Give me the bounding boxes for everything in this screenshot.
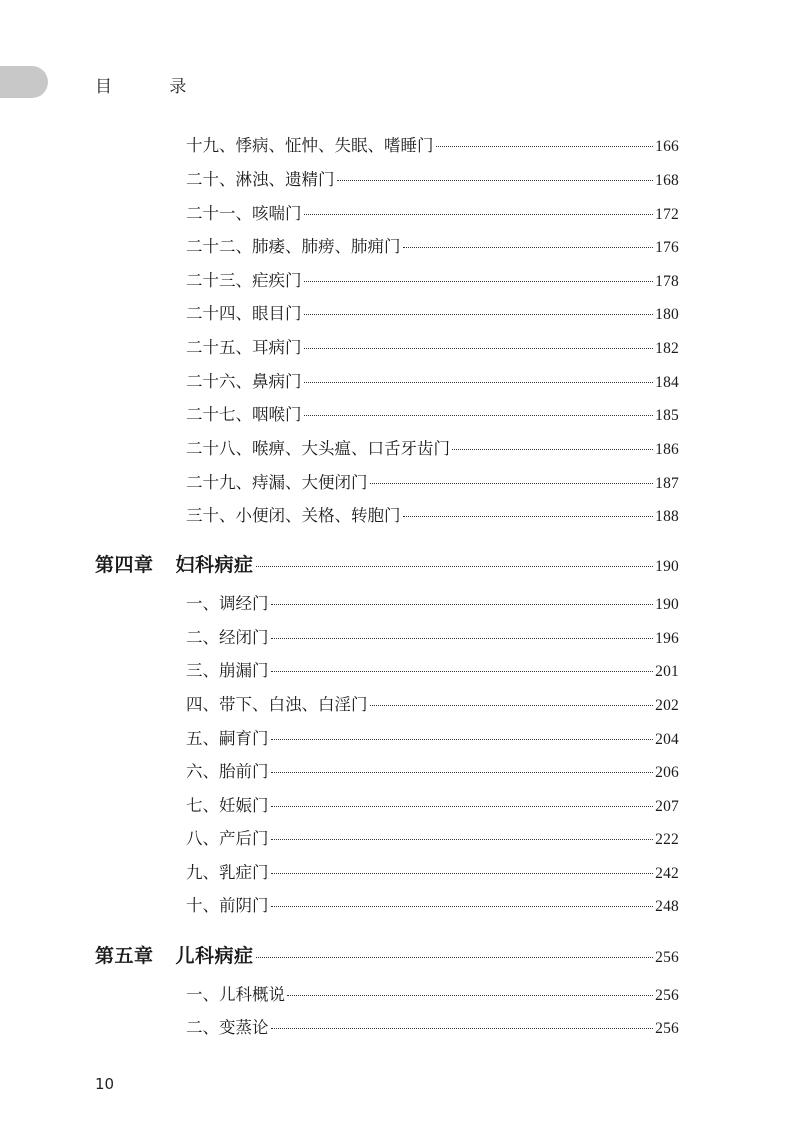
toc-entry-row[interactable] xyxy=(186,1014,679,1038)
toc-page-number: 190 xyxy=(655,558,679,575)
toc-page-number: 187 xyxy=(655,475,679,492)
toc-entry-row[interactable] xyxy=(186,200,679,224)
toc-entry-title: 九、乳症门 xyxy=(186,863,269,882)
toc-leader-dots xyxy=(304,281,654,282)
toc-entry-title: 三、崩漏门 xyxy=(186,661,269,680)
toc-leader-dots xyxy=(271,873,654,874)
toc-leader-dots xyxy=(256,957,654,958)
toc-entry-title: 二十四、眼目门 xyxy=(186,304,302,323)
toc-leader-dots xyxy=(271,839,654,840)
toc-page-number: 206 xyxy=(655,764,679,781)
toc-entry-title: 二十、淋浊、遗精门 xyxy=(186,170,335,189)
toc-page-number: 222 xyxy=(655,831,679,848)
toc-entry-title: 一、调经门 xyxy=(186,594,269,613)
toc-entry-title: 二十三、疟疾门 xyxy=(186,271,302,290)
toc-leader-dots xyxy=(370,483,654,484)
toc-leader-dots xyxy=(271,906,654,907)
toc-entry-row[interactable] xyxy=(186,300,679,324)
toc-leader-dots xyxy=(256,566,654,567)
toc-entry-title: 七、妊娠门 xyxy=(186,796,269,815)
toc-entry-title: 二十七、咽喉门 xyxy=(186,405,302,424)
toc-leader-dots xyxy=(287,995,653,996)
toc-entry-row[interactable] xyxy=(186,267,679,291)
toc-page-number: 201 xyxy=(655,663,679,680)
toc-leader-dots xyxy=(304,415,654,416)
toc-page-number: 178 xyxy=(655,273,679,290)
toc-entry-row[interactable] xyxy=(186,401,679,425)
toc-entry-title: 八、产后门 xyxy=(186,829,269,848)
toc-page-number: 172 xyxy=(655,206,679,223)
toc-leader-dots xyxy=(304,314,654,315)
toc-entry-row[interactable] xyxy=(186,792,679,816)
toc-chapter-row[interactable] xyxy=(95,550,679,577)
toc-entry-title: 五、嗣育门 xyxy=(186,729,269,748)
toc-entry-row[interactable] xyxy=(186,132,679,156)
toc-entry-row[interactable] xyxy=(186,825,679,849)
page-header-title: 目 录 xyxy=(95,77,213,97)
toc-chapter-number: 第五章 xyxy=(95,945,154,967)
toc-leader-dots xyxy=(337,180,654,181)
toc-leader-dots xyxy=(271,1028,654,1029)
toc-leader-dots xyxy=(403,516,654,517)
toc-entry-title: 二十五、耳病门 xyxy=(186,338,302,357)
toc-entry-row[interactable] xyxy=(186,166,679,190)
toc-leader-dots xyxy=(452,449,653,450)
toc-entry-title: 二十八、喉痹、大头瘟、口舌牙齿门 xyxy=(186,439,450,458)
toc-entry-title: 十、前阴门 xyxy=(186,896,269,915)
toc-entry-row[interactable] xyxy=(186,435,679,459)
toc-page-number: 242 xyxy=(655,865,679,882)
toc-page-number: 185 xyxy=(655,407,679,424)
toc-entry-title: 二十九、痔漏、大便闭门 xyxy=(186,473,368,492)
toc-page-number: 176 xyxy=(655,239,679,256)
toc-chapter-title: 妇科病症 xyxy=(175,554,254,576)
toc-leader-dots xyxy=(304,348,654,349)
toc-leader-dots xyxy=(271,604,654,605)
toc-leader-dots xyxy=(271,638,654,639)
toc-entry-row[interactable] xyxy=(186,691,679,715)
page-number: 10 xyxy=(95,1075,115,1093)
toc-entry-title: 二十二、肺痿、肺痨、肺痈门 xyxy=(186,237,401,256)
toc-leader-dots xyxy=(271,772,654,773)
toc-entry-title: 二、经闭门 xyxy=(186,628,269,647)
toc-page-number: 196 xyxy=(655,630,679,647)
toc-page-number: 248 xyxy=(655,898,679,915)
toc-page-number: 184 xyxy=(655,374,679,391)
toc-entry-row[interactable] xyxy=(186,590,679,614)
toc-entry-row[interactable] xyxy=(186,334,679,358)
toc-entry-row[interactable] xyxy=(186,892,679,916)
toc-leader-dots xyxy=(304,214,654,215)
toc-entry-title: 二十一、咳喘门 xyxy=(186,204,302,223)
toc-leader-dots xyxy=(271,739,654,740)
toc-leader-dots xyxy=(403,247,654,248)
toc-chapter-title: 儿科病症 xyxy=(175,945,254,967)
toc-page-number: 256 xyxy=(655,987,679,1004)
toc-entry-row[interactable] xyxy=(186,502,679,526)
toc-page-number: 182 xyxy=(655,340,679,357)
toc-entry-row[interactable] xyxy=(186,233,679,257)
toc-chapter-row[interactable] xyxy=(95,941,679,968)
toc-entry-title: 三十、小便闭、关格、转胞门 xyxy=(186,506,401,525)
toc-page-number: 256 xyxy=(655,949,679,966)
toc-leader-dots xyxy=(271,671,654,672)
toc-entry-title: 六、胎前门 xyxy=(186,762,269,781)
toc-page-number: 180 xyxy=(655,306,679,323)
header-tab-decoration xyxy=(0,66,48,98)
toc-entry-title: 一、儿科概说 xyxy=(186,985,285,1004)
toc-page-number: 204 xyxy=(655,731,679,748)
toc-page-number: 186 xyxy=(655,441,679,458)
toc-entry-row[interactable] xyxy=(186,657,679,681)
toc-entry-row[interactable] xyxy=(186,624,679,648)
toc-entry-row[interactable] xyxy=(186,725,679,749)
toc-entry-row[interactable] xyxy=(186,758,679,782)
toc-page-number: 207 xyxy=(655,798,679,815)
toc-page-number: 166 xyxy=(655,138,679,155)
toc-page-number: 168 xyxy=(655,172,679,189)
toc-leader-dots xyxy=(436,146,654,147)
toc-leader-dots xyxy=(271,806,654,807)
toc-leader-dots xyxy=(304,382,654,383)
toc-entry-row[interactable] xyxy=(186,859,679,883)
toc-page-number: 188 xyxy=(655,508,679,525)
toc-entry-title: 十九、悸病、怔忡、失眠、嗜睡门 xyxy=(186,136,434,155)
toc-entry-title: 二、变蒸论 xyxy=(186,1018,269,1037)
toc-page-number: 256 xyxy=(655,1020,679,1037)
toc-entry-row[interactable] xyxy=(186,981,679,1005)
toc-page-number: 202 xyxy=(655,697,679,714)
toc-page-number: 190 xyxy=(655,596,679,613)
toc-entry-row[interactable] xyxy=(186,469,679,493)
toc-entry-title: 四、带下、白浊、白淫门 xyxy=(186,695,368,714)
toc-chapter-number: 第四章 xyxy=(95,554,154,576)
toc-entry-title: 二十六、鼻病门 xyxy=(186,372,302,391)
toc-entry-row[interactable] xyxy=(186,368,679,392)
toc-leader-dots xyxy=(370,705,654,706)
